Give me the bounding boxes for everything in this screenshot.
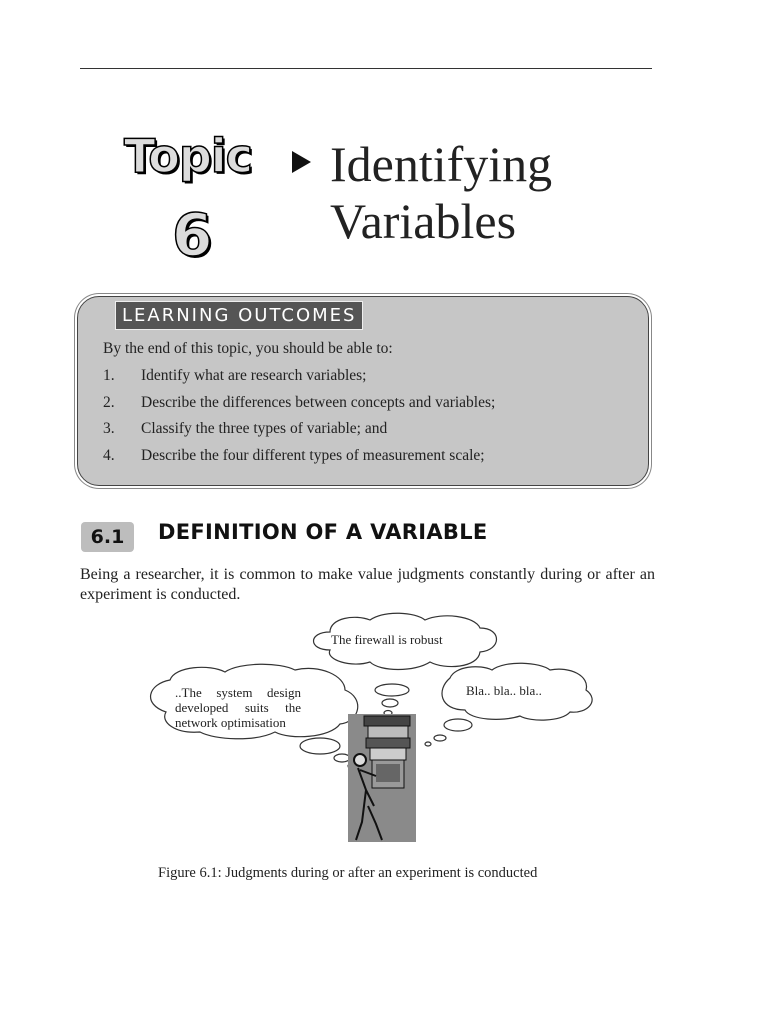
section-title: DEFINITION OF A VARIABLE bbox=[158, 520, 488, 544]
topic-number: 6 bbox=[172, 201, 213, 269]
learning-outcome-item bbox=[103, 394, 623, 412]
section-paragraph: Being a researcher, it is common to make value judgments constantly during or after an experiment is conducted. bbox=[80, 566, 655, 603]
topic-title bbox=[330, 136, 552, 250]
learning-outcome-item bbox=[103, 447, 623, 465]
learning-outcomes-header: LEARNING OUTCOMES bbox=[115, 301, 363, 330]
section-number: 6.1 bbox=[81, 522, 134, 552]
item-number: 3. bbox=[103, 420, 115, 437]
learning-outcome-item bbox=[103, 420, 623, 438]
item-number: 2. bbox=[103, 394, 115, 411]
bubble-text-top: The firewall is robust bbox=[331, 632, 443, 647]
item-text: Describe the differences between concepts and variables; bbox=[141, 394, 496, 411]
learning-outcomes-intro: By the end of this topic, you should be able to: bbox=[103, 340, 393, 357]
bubble-text-left: ..The system design developed suits the network optimisation bbox=[175, 685, 301, 730]
figure-caption bbox=[158, 865, 537, 882]
figure-caption-text: Judgments during or after an experiment is conducted bbox=[221, 865, 538, 881]
header-rule bbox=[80, 68, 652, 69]
item-text: Describe the four different types of measurement scale; bbox=[141, 447, 485, 464]
learning-outcome-item bbox=[103, 367, 623, 385]
topic-title-line2: Variables bbox=[330, 193, 517, 249]
item-number: 4. bbox=[103, 447, 115, 464]
play-arrow-icon bbox=[292, 151, 311, 173]
topic-title-line1: Identifying bbox=[330, 136, 553, 192]
bubble-text-right: Bla.. bla.. bla.. bbox=[466, 683, 542, 698]
figure-caption-label: Figure 6.1: bbox=[158, 865, 222, 881]
item-text: Classify the three types of variable; and bbox=[141, 420, 388, 437]
item-text: Identify what are research variables; bbox=[141, 367, 367, 384]
topic-label: Topic bbox=[124, 129, 252, 183]
item-number: 1. bbox=[103, 367, 115, 384]
